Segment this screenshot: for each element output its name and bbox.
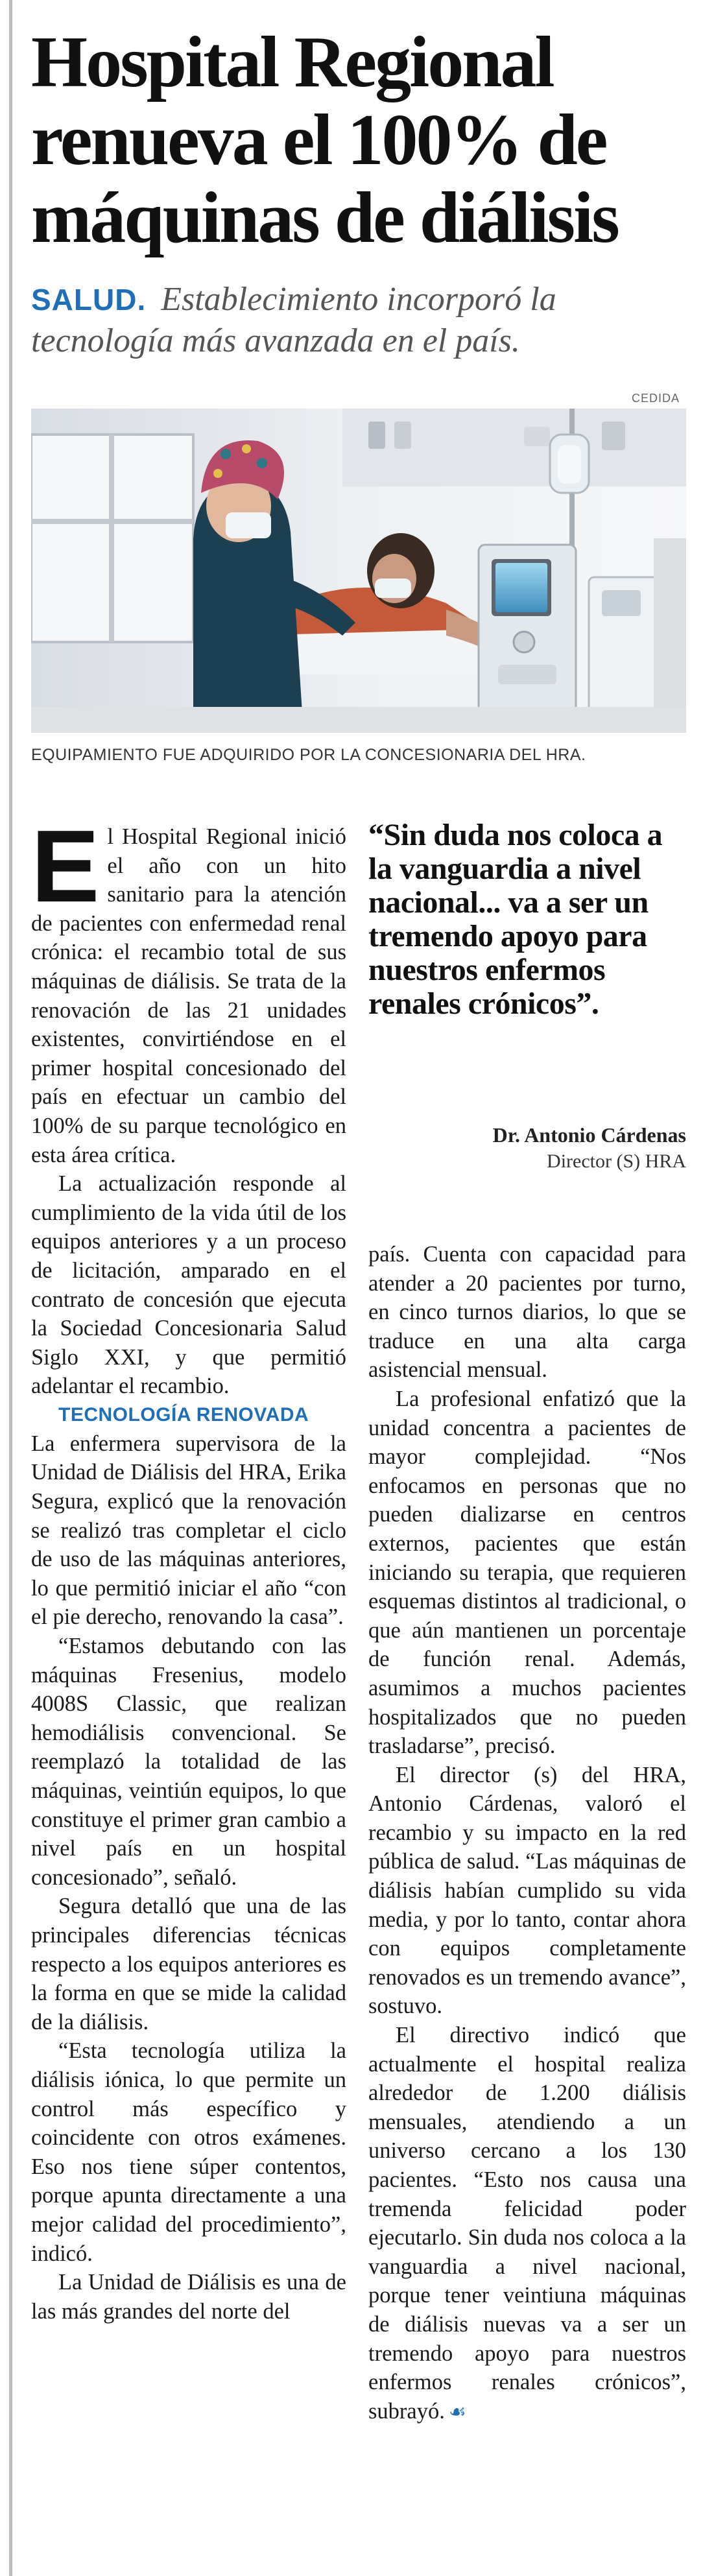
body-column-left — [31, 809, 346, 2326]
page-margin-rule — [9, 0, 12, 2576]
photo-credit: CEDIDA — [631, 392, 680, 405]
body-paragraph: El director (s) del HRA, Antonio Cárdenas, valoró el recambio y su impacto en la red pública de salud. “Las máquinas de diálisis habían cumplido su vida media, y por lo tanto, contar ahora con equipos completamente renovados es un tremendo avance”, sostuvo. — [368, 1762, 686, 2019]
lead-paragraph-text: l Hospital Regional inició el año con un hito sanitario para la atención de pacientes con enfermedad renal crónica: el recambio total de sus máquinas de diálisis. Se trata de la renovación de las 21 unidades existentes, convirtiéndose en el primer hospital concesionado del país en efectuar un cambio del 100% de su parque tecnológico en esta área crítica. — [31, 824, 346, 1167]
article-deck — [31, 279, 686, 362]
body-paragraph: La actualización responde al cumplimiento de la vida útil de los equipos anteriores y a un proceso de licitación, amparado en el contrato de concesión que ejecuta la Sociedad Concesionaria Salud Siglo XXI, y que permitió adelantar el recambio. — [31, 1171, 346, 1399]
quote-role: Director (S) HRA — [547, 1151, 686, 1172]
dialysis-room-illustration — [31, 409, 686, 733]
body-paragraph: “Estamos debutando con las máquinas Fresenius, modelo 4008S Classic, que realizan hemodiálisis convencional. Se reemplazó la totalidad de las máquinas, veintiún equipos, lo que constituye el primer gran cambio a nivel país en un hospital concesionado”, señaló. — [31, 1634, 346, 1890]
section-tag: SALUD. — [31, 283, 147, 316]
photo-caption: EQUIPAMIENTO FUE ADQUIRIDO POR LA CONCESIONARIA DEL HRA. — [31, 746, 586, 764]
body-paragraph: “Esta tecnología utiliza la diálisis iónica, lo que permite un control más específico y coincidente con otros exámenes. Eso nos tiene súper contentos, porque apunta directamente a una mejor calidad del procedimiento”, indicó. — [31, 2038, 346, 2266]
body-paragraph: La enfermera supervisora de la Unidad de Diálisis del HRA, Erika Segura, explicó que la renovación se realizó tras completar el ciclo de uso de las máquinas anteriores, lo que permitió iniciar el año “con el pie derecho, renovando la casa”. — [31, 1431, 346, 1630]
lead-paragraph — [31, 809, 346, 1169]
body-paragraph: país. Cuenta con capacidad para atender a 20 pacientes por turno, en cinco turnos diarios, lo que se traduce en una alta carga asistencial mensual. — [368, 1242, 686, 1383]
closing-paragraph-text: El directivo indicó que actualmente el hospital realiza alrededor de 1.200 diálisis mensuales, atendiendo a un universo cercano a los 130 pacientes. “Esto nos causa una tremenda felicidad poder ejecutarlo. Sin duda nos coloca a la vanguardia a nivel nacional, porque tener veintiuna máquinas de diálisis nuevas va a ser un tremendo apoyo para nuestros enfermos renales crónicos”, subrayó. — [368, 2023, 686, 2424]
pull-quote: “Sin duda nos coloca a la vanguardia a nivel nacional... va a ser un tremendo apoyo para nuestros enfermos renales crónicos”. — [368, 818, 663, 1021]
section-subhead: TECNOLOGÍA RENOVADA — [58, 1403, 309, 1425]
body-paragraph: Segura detalló que una de las principales diferencias técnicas respecto a los equipos anteriores es la forma en que se mide la calidad de la diálisis. — [31, 1894, 346, 2034]
article-photo — [31, 409, 686, 733]
wall-panel — [342, 409, 686, 486]
body-column-right — [368, 1240, 686, 2427]
article-headline: Hospital Regional renueva el 100% de máquinas de diálisis — [31, 22, 618, 258]
end-of-article-icon: ☙ — [448, 2400, 466, 2424]
body-paragraph: La profesional enfatizó que la unidad concentra a pacientes de mayor complejidad. “Nos enfocamos en personas que no pueden dializarse en centros externos, pacientes que están iniciando su terapia, que requieren esquemas distintos al tradicional, o que aún mantienen un porcentaje de función renal. Además, asumimos a muchos pacientes hospitalizados que no pueden trasladarse”, precisó. — [368, 1386, 686, 1759]
quote-author: Dr. Antonio Cárdenas — [492, 1123, 686, 1147]
body-paragraph: La Unidad de Diálisis es una de las más grandes del norte del — [31, 2270, 346, 2324]
closing-paragraph — [368, 2021, 686, 2427]
deck-text: Establecimiento incorporó la tecnología más avanzada en el país. — [31, 281, 556, 359]
drop-cap: E — [31, 809, 100, 924]
